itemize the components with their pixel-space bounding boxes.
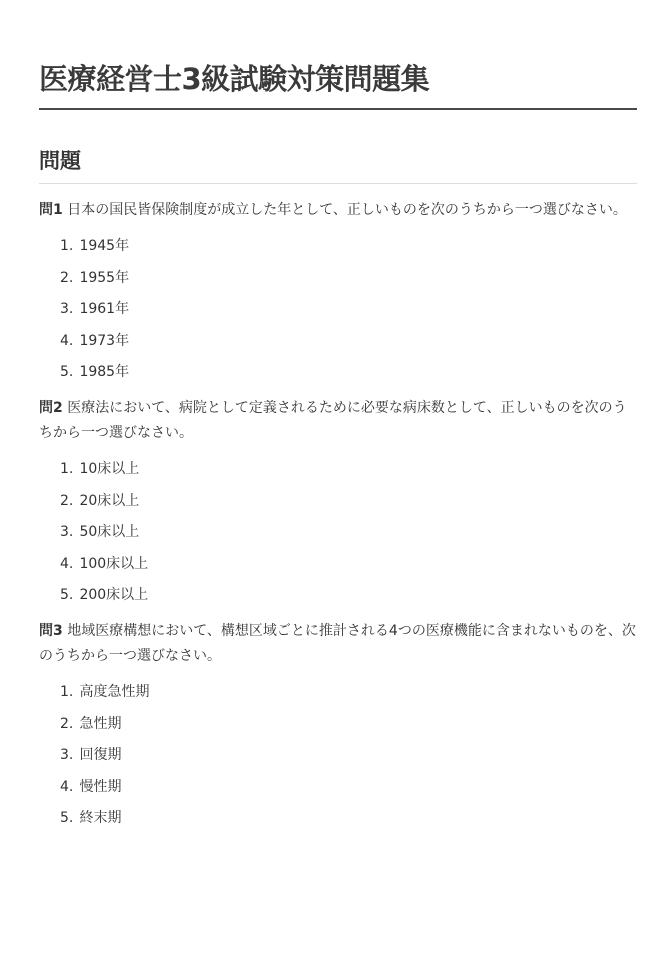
- question-text: [39, 619, 639, 669]
- choice-number: 1.: [60, 461, 74, 477]
- choice-label: 回復期: [79, 747, 122, 763]
- choice-item: [60, 586, 637, 605]
- choice-label: 急性期: [79, 715, 122, 732]
- choice-label: 高度急性期: [79, 684, 150, 700]
- choice-number: 3.: [60, 524, 74, 540]
- choice-item: [60, 809, 637, 828]
- choice-number: 4.: [60, 778, 74, 795]
- question-text: [39, 396, 639, 446]
- choice-item: [60, 715, 637, 734]
- choice-item: [60, 269, 637, 288]
- choice-number: 5.: [60, 810, 74, 826]
- choice-item: [60, 778, 637, 797]
- section-divider: [39, 183, 637, 184]
- choice-item: [60, 555, 637, 574]
- question-block-2: [39, 396, 637, 605]
- choice-list: [39, 460, 637, 605]
- question-block-3: [39, 619, 637, 828]
- choice-label: 1955年: [79, 269, 130, 286]
- question-body: 地域医療構想において、構想区域ごとに推計される4つの医療機能に含まれないものを、次のうちから一つ選びなさい。: [39, 623, 636, 664]
- choice-label: 50床以上: [79, 524, 140, 540]
- choice-number: 3.: [60, 747, 74, 763]
- choice-number: 2.: [60, 269, 74, 286]
- question-body: 医療法において、病院として定義されるために必要な病床数として、正しいものを次のうちから一つ選びなさい。: [39, 400, 627, 441]
- choice-number: 3.: [60, 301, 74, 317]
- choice-item: [60, 492, 637, 511]
- choice-label: 1961年: [79, 301, 130, 317]
- question-number: 問3: [39, 623, 63, 639]
- choice-item: [60, 460, 637, 479]
- question-number: 問2: [39, 400, 63, 416]
- choice-label: 200床以上: [79, 587, 149, 603]
- question-number: 問1: [39, 202, 63, 218]
- choice-label: 1973年: [79, 332, 130, 349]
- choice-item: [60, 523, 637, 542]
- choice-number: 5.: [60, 587, 74, 603]
- choice-list: [39, 237, 637, 382]
- choice-item: [60, 683, 637, 702]
- choice-label: 終末期: [79, 810, 122, 826]
- question-text: [39, 198, 639, 223]
- choice-item: [60, 746, 637, 765]
- question-body: 日本の国民皆保険制度が成立した年として、正しいものを次のうちから一つ選びなさい。: [67, 202, 627, 218]
- choice-item: [60, 332, 637, 351]
- choice-label: 100床以上: [79, 555, 149, 572]
- choice-item: [60, 237, 637, 256]
- choice-list: [39, 683, 637, 828]
- title-divider: [39, 108, 637, 110]
- choice-label: 20床以上: [79, 492, 140, 509]
- section-heading: 問題: [39, 149, 81, 173]
- choice-number: 2.: [60, 715, 74, 732]
- choice-number: 4.: [60, 555, 74, 572]
- choice-item: [60, 300, 637, 319]
- choice-number: 1.: [60, 684, 74, 700]
- choice-item: [60, 363, 637, 382]
- choice-number: 4.: [60, 332, 74, 349]
- choice-label: 慢性期: [79, 778, 122, 795]
- question-block-1: [39, 198, 637, 382]
- choice-number: 5.: [60, 364, 74, 380]
- choice-label: 10床以上: [79, 461, 140, 477]
- choice-number: 2.: [60, 492, 74, 509]
- choice-number: 1.: [60, 238, 74, 254]
- page-title: 医療経営士3級試験対策問題集: [39, 62, 430, 96]
- choice-label: 1945年: [79, 238, 130, 254]
- choice-label: 1985年: [79, 364, 130, 380]
